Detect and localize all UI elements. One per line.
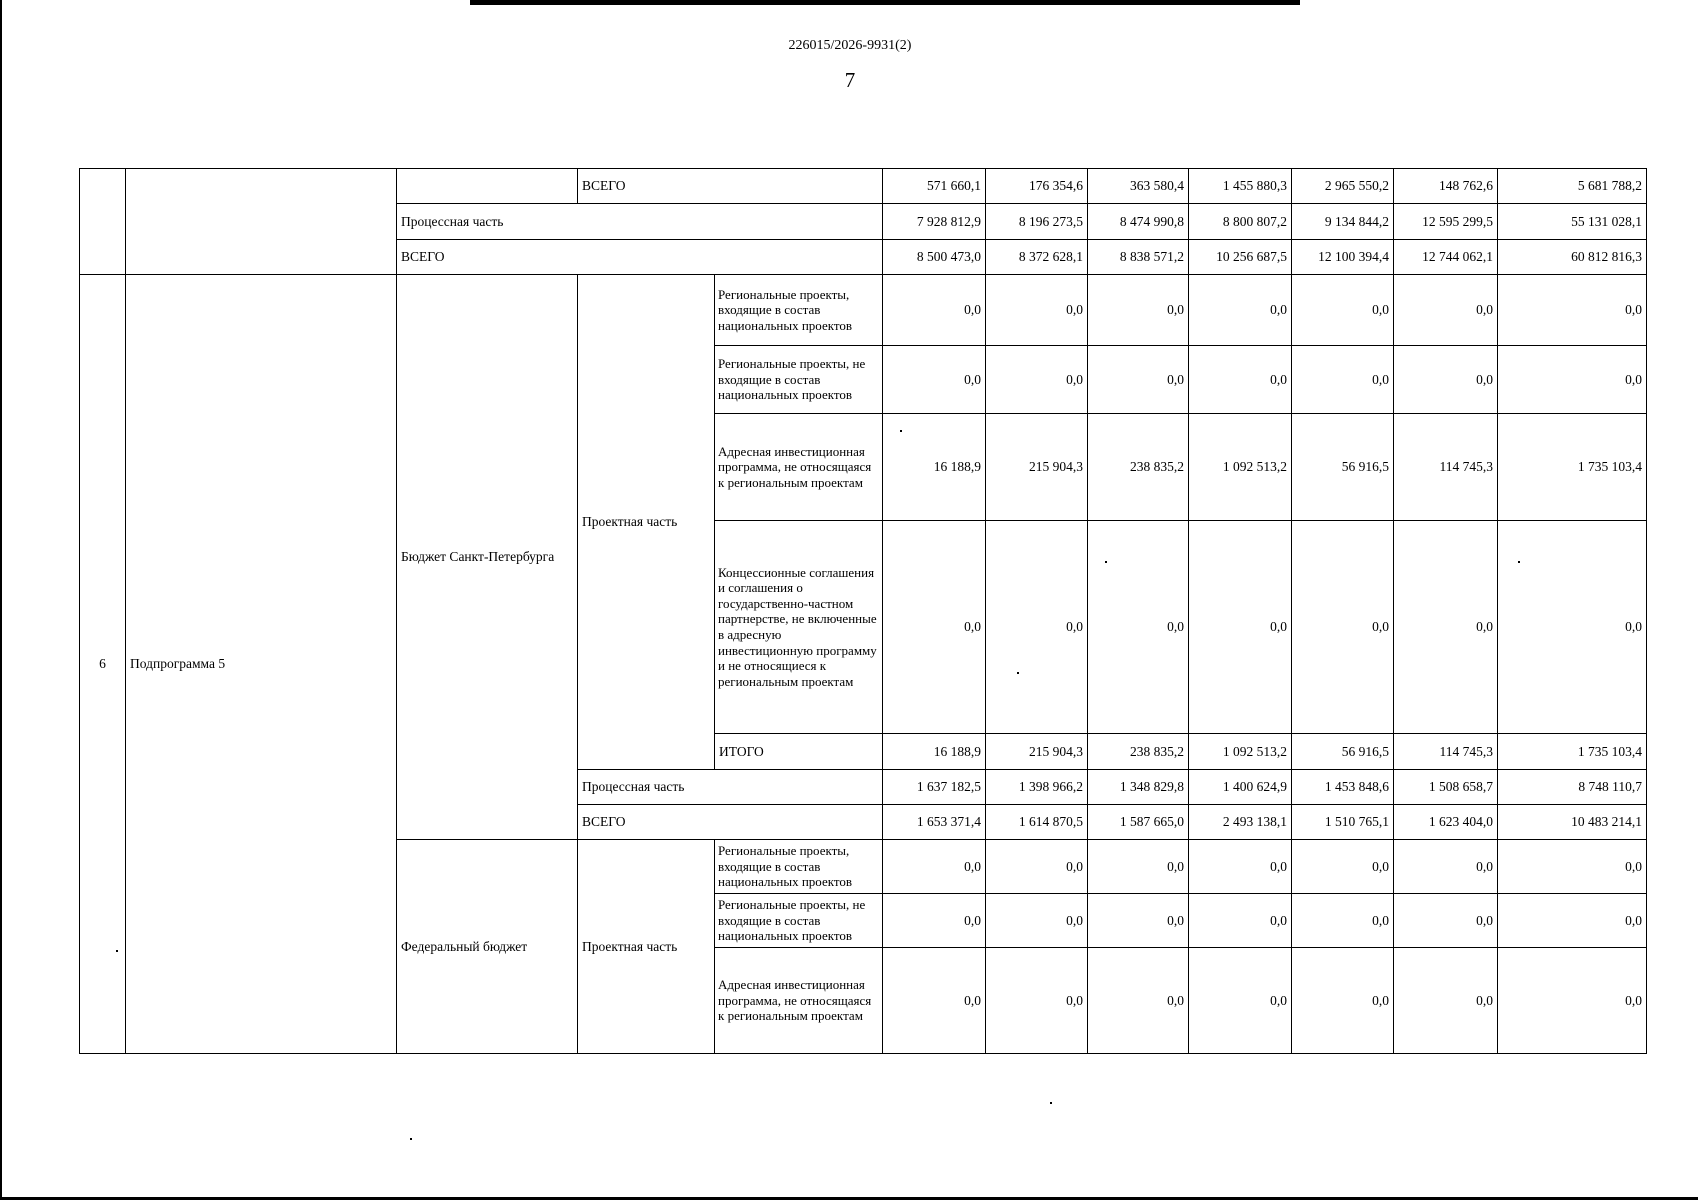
expense-description: Адресная инвестиционная программа, не относящаяся к региональным проектам [715, 414, 883, 521]
value-cell: 1 623 404,0 [1394, 805, 1498, 840]
value-cell: 0,0 [986, 346, 1088, 414]
budget-source-spb: Бюджет Санкт-Петербурга [397, 275, 578, 840]
cell-empty [80, 169, 126, 275]
expense-description: Региональные проекты, не входящие в состав национальных проектов [715, 346, 883, 414]
value-cell: 0,0 [1189, 894, 1292, 948]
value-cell: 1 587 665,0 [1088, 805, 1189, 840]
value-cell: 0,0 [1292, 894, 1394, 948]
value-cell: 10 256 687,5 [1189, 240, 1292, 275]
value-cell: 12 744 062,1 [1394, 240, 1498, 275]
cropped-header-bar [470, 0, 1300, 5]
expense-description: Региональные проекты, входящие в состав национальных проектов [715, 840, 883, 894]
scan-speck [1017, 672, 1019, 674]
value-cell: 0,0 [1292, 275, 1394, 346]
value-cell: 0,0 [1088, 948, 1189, 1054]
value-cell: 12 595 299,5 [1394, 204, 1498, 240]
value-cell: 9 134 844,2 [1292, 204, 1394, 240]
value-cell: 56 916,5 [1292, 414, 1394, 521]
value-cell: 215 904,3 [986, 734, 1088, 770]
expense-description: Концессионные соглашения и соглашения о государственно-частном партнерстве, не включенные в адресную инвестиционную программу и не относящиеся к региональным проектам [715, 521, 883, 734]
total-label: ВСЕГО [578, 169, 883, 204]
table-row [80, 169, 1647, 204]
value-cell: 0,0 [1088, 894, 1189, 948]
scan-speck [900, 430, 902, 432]
document-number: 226015/2026-9931(2) [788, 38, 912, 53]
value-cell: 1 398 966,2 [986, 770, 1088, 805]
value-cell: 0,0 [1088, 275, 1189, 346]
value-cell: 0,0 [1394, 521, 1498, 734]
value-cell: 8 500 473,0 [883, 240, 986, 275]
value-cell: 0,0 [1088, 346, 1189, 414]
value-cell: 0,0 [1292, 521, 1394, 734]
value-cell: 1 455 880,3 [1189, 169, 1292, 204]
budget-source-federal: Федеральный бюджет [397, 840, 578, 1054]
process-part-label: Процессная часть [397, 204, 883, 240]
value-cell: 0,0 [986, 948, 1088, 1054]
row-number: 6 [80, 275, 126, 1054]
value-cell: 1 348 829,8 [1088, 770, 1189, 805]
value-cell-total: 10 483 214,1 [1498, 805, 1647, 840]
subtotal-label: ИТОГО [715, 734, 883, 770]
value-cell: 1 508 658,7 [1394, 770, 1498, 805]
project-part-label: Проектная часть [578, 275, 715, 770]
value-cell: 0,0 [1189, 346, 1292, 414]
value-cell: 0,0 [1189, 275, 1292, 346]
value-cell: 0,0 [883, 346, 986, 414]
value-cell-total: 0,0 [1498, 948, 1647, 1054]
process-part-label: Процессная часть [578, 770, 883, 805]
value-cell: 0,0 [1292, 346, 1394, 414]
value-cell: 0,0 [883, 840, 986, 894]
value-cell: 1 637 182,5 [883, 770, 986, 805]
value-cell: 0,0 [1088, 521, 1189, 734]
value-cell: 238 835,2 [1088, 734, 1189, 770]
value-cell: 1 614 870,5 [986, 805, 1088, 840]
value-cell: 0,0 [986, 275, 1088, 346]
value-cell: 7 928 812,9 [883, 204, 986, 240]
value-cell: 8 800 807,2 [1189, 204, 1292, 240]
value-cell: 1 092 513,2 [1189, 734, 1292, 770]
value-cell: 0,0 [1292, 948, 1394, 1054]
value-cell: 148 762,6 [1394, 169, 1498, 204]
value-cell: 0,0 [1189, 948, 1292, 1054]
expense-description: Региональные проекты, входящие в состав национальных проектов [715, 275, 883, 346]
value-cell: 0,0 [883, 894, 986, 948]
cell-empty [397, 169, 578, 204]
value-cell: 0,0 [1394, 346, 1498, 414]
value-cell: 8 196 273,5 [986, 204, 1088, 240]
value-cell: 1 400 624,9 [1189, 770, 1292, 805]
value-cell: 1 653 371,4 [883, 805, 986, 840]
value-cell: 2 965 550,2 [1292, 169, 1394, 204]
scan-speck [410, 1138, 412, 1140]
expense-description: Региональные проекты, не входящие в состав национальных проектов [715, 894, 883, 948]
value-cell: 114 745,3 [1394, 734, 1498, 770]
value-cell: 0,0 [883, 948, 986, 1054]
value-cell: 16 188,9 [883, 414, 986, 521]
value-cell-total: 0,0 [1498, 521, 1647, 734]
total-label: ВСЕГО [578, 805, 883, 840]
value-cell-total: 0,0 [1498, 894, 1647, 948]
value-cell: 1 453 848,6 [1292, 770, 1394, 805]
cell-empty [126, 169, 397, 275]
value-cell: 12 100 394,4 [1292, 240, 1394, 275]
total-label: ВСЕГО [397, 240, 883, 275]
value-cell: 0,0 [1292, 840, 1394, 894]
value-cell: 8 838 571,2 [1088, 240, 1189, 275]
page-number: 7 [844, 68, 856, 92]
value-cell: 0,0 [1189, 840, 1292, 894]
subprogram-name: Подпрограмма 5 [126, 275, 397, 1054]
value-cell: 8 474 990,8 [1088, 204, 1189, 240]
value-cell-total: 60 812 816,3 [1498, 240, 1647, 275]
value-cell-total: 1 735 103,4 [1498, 734, 1647, 770]
value-cell: 16 188,9 [883, 734, 986, 770]
value-cell: 1 092 513,2 [1189, 414, 1292, 521]
value-cell: 363 580,4 [1088, 169, 1189, 204]
value-cell-total: 8 748 110,7 [1498, 770, 1647, 805]
scan-speck [1518, 561, 1520, 563]
value-cell-total: 5 681 788,2 [1498, 169, 1647, 204]
value-cell: 8 372 628,1 [986, 240, 1088, 275]
value-cell-total: 55 131 028,1 [1498, 204, 1647, 240]
value-cell: 0,0 [1394, 948, 1498, 1054]
value-cell: 0,0 [1088, 840, 1189, 894]
value-cell: 0,0 [986, 840, 1088, 894]
scan-speck [1050, 1102, 1052, 1104]
value-cell: 0,0 [1394, 275, 1498, 346]
value-cell: 0,0 [1189, 521, 1292, 734]
value-cell: 56 916,5 [1292, 734, 1394, 770]
value-cell: 0,0 [883, 521, 986, 734]
value-cell-total: 0,0 [1498, 275, 1647, 346]
value-cell: 2 493 138,1 [1189, 805, 1292, 840]
value-cell: 0,0 [883, 275, 986, 346]
value-cell: 571 660,1 [883, 169, 986, 204]
value-cell: 238 835,2 [1088, 414, 1189, 521]
value-cell: 1 510 765,1 [1292, 805, 1394, 840]
value-cell: 176 354,6 [986, 169, 1088, 204]
table-row [80, 275, 1647, 346]
project-part-label: Проектная часть [578, 840, 715, 1054]
value-cell: 0,0 [1394, 840, 1498, 894]
value-cell: 0,0 [986, 521, 1088, 734]
value-cell: 114 745,3 [1394, 414, 1498, 521]
value-cell-total: 1 735 103,4 [1498, 414, 1647, 521]
scan-speck [116, 950, 118, 952]
value-cell: 215 904,3 [986, 414, 1088, 521]
expense-description: Адресная инвестиционная программа, не относящаяся к региональным проектам [715, 948, 883, 1054]
scan-speck [1105, 561, 1107, 563]
value-cell-total: 0,0 [1498, 840, 1647, 894]
budget-table [79, 168, 1647, 1054]
value-cell: 0,0 [1394, 894, 1498, 948]
value-cell-total: 0,0 [1498, 346, 1647, 414]
value-cell: 0,0 [986, 894, 1088, 948]
